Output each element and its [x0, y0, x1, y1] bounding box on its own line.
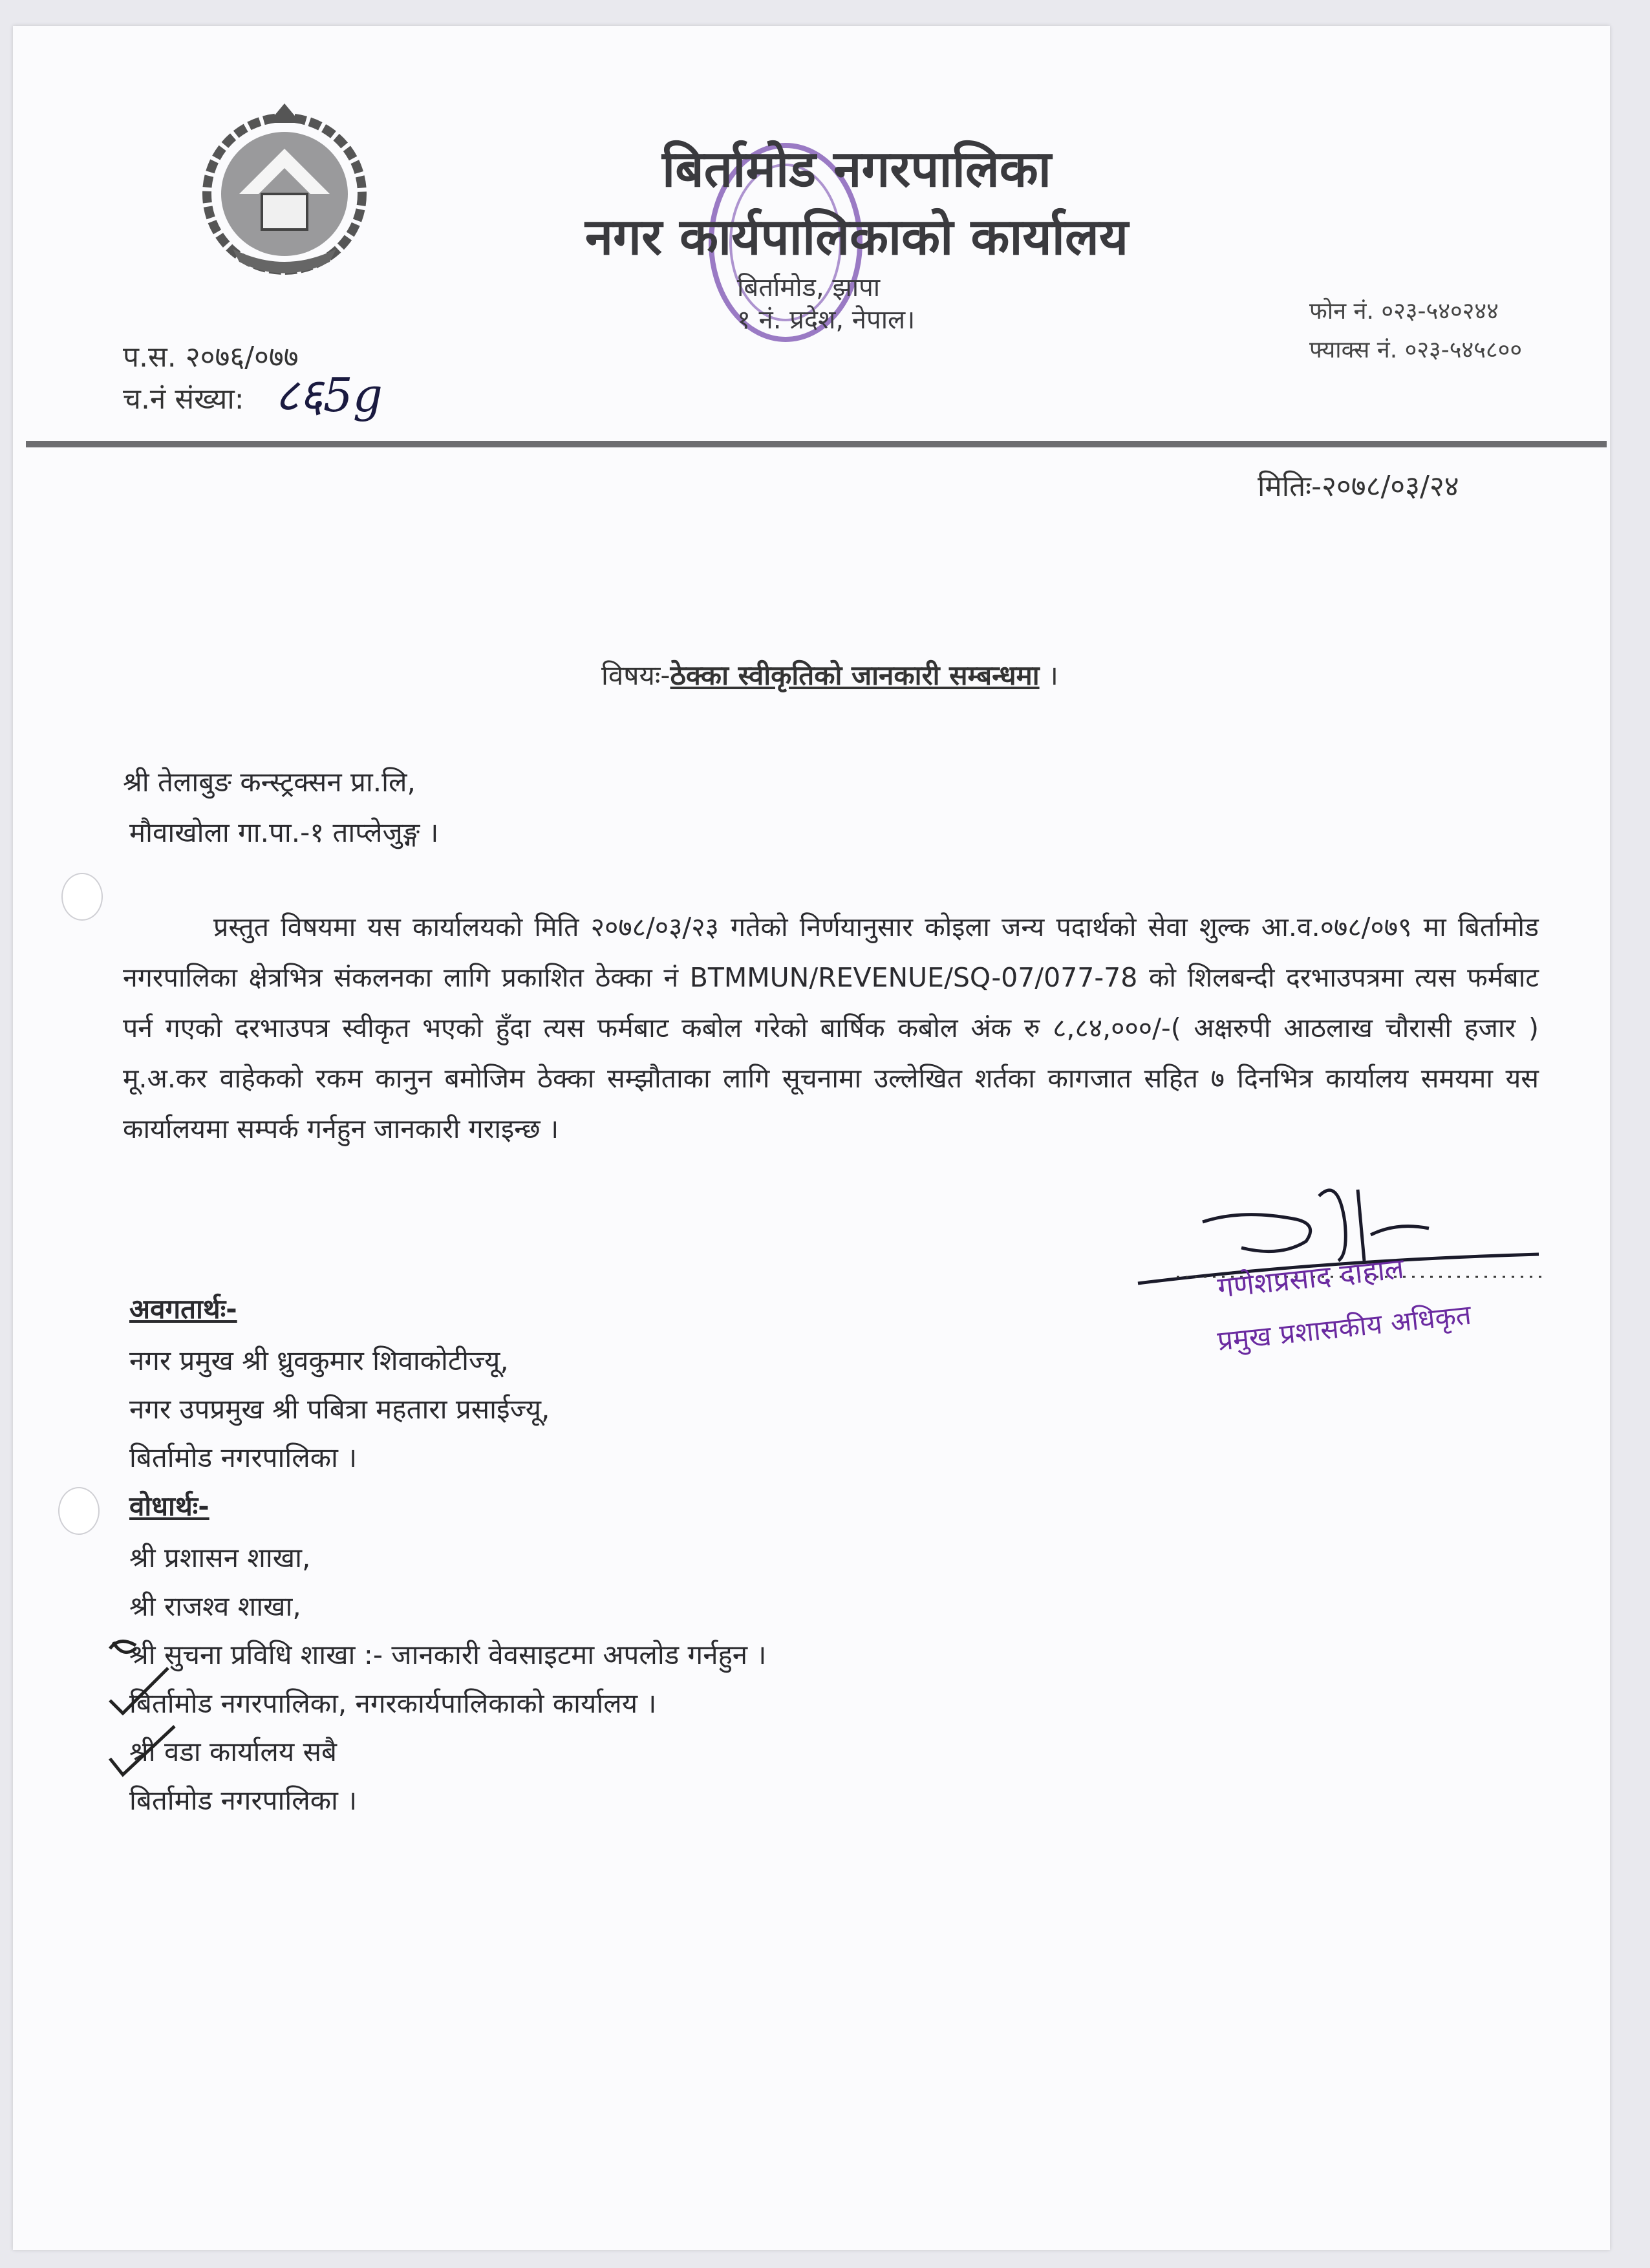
subject-label: विषयः-	[601, 659, 670, 691]
letter-body: प्रस्तुत विषयमा यस कार्यालयको मिति २०७८/०३/२३ गतेको निर्णयानुसार कोइला जन्य पदार्थको सेवा शुल्क आ.व.०७८/०७९ मा बिर्तामोड नगरपालिका क्षेत्रभित्र संकलनका लागि प्रकाशित ठेक्का नं BTMMUN/REVENUE/SQ-07/077-78 को शिलबन्दी दरभाउपत्रमा त्यस फर्मबाट पर्न गएको दरभाउपत्र स्वीकृत भएको हुँदा त्यस फर्मबाट कबोल गरेको बार्षिक कबोल अंक रु ८,८४,०००/-( अक्षरुपी आठलाख चौरासी हजार ) मू.अ.कर वाहेकको रकम कानुन बमोजिम ठेक्का सम्झौताका लागि सूचनामा उल्लेखित शर्तका कागजात सहित ७ दिनभित्र कार्यालय समयमा यस कार्यालयमा सम्पर्क गर्नहुन जानकारी गराइन्छ ।	[123, 912, 1539, 1144]
header-divider	[26, 441, 1607, 447]
letter-date: मितिः-२०७८/०३/२४	[1258, 470, 1459, 503]
nepal-emblem-icon	[194, 97, 375, 284]
cc-info-line: बिर्तामोड नगरपालिका ।	[129, 1442, 358, 1473]
address-line-1: बिर्तामोड, झापा	[737, 273, 881, 303]
cc-info-line: नगर प्रमुख श्री ध्रुवकुमार शिवाकोटीज्यू,	[129, 1345, 509, 1376]
cc-action-line: श्री वडा कार्यालय सबै	[129, 1736, 337, 1768]
dispatch-number-label: च.नं संख्या:	[123, 383, 244, 416]
recipient-name: श्री तेलाबुङ कन्स्ट्रक्सन प्रा.लि,	[123, 766, 416, 798]
dispatch-number: ८६5g	[275, 368, 383, 422]
recipient-address: मौवाखोला गा.पा.-१ ताप्लेजुङ्ग ।	[129, 817, 439, 848]
subject-line	[601, 656, 1058, 693]
fax-number: फ्याक्स नं. ०२३-५४५८००	[1309, 337, 1523, 363]
subject-end: ।	[1047, 659, 1058, 691]
office-subtitle: नगर कार्यपालिकाको कार्यालय	[584, 208, 1129, 266]
cc-action-line: श्री राजश्व शाखा,	[129, 1590, 301, 1622]
subject-text: ठेक्का स्वीकृतिको जानकारी सम्बन्धमा	[670, 659, 1040, 691]
cc-action-line: बिर्तामोड नगरपालिका, नगरकार्यपालिकाको कार्यालय ।	[129, 1687, 657, 1719]
handwritten-tick-marks	[97, 1623, 226, 1791]
signatory-title: प्रमुख प्रशासकीय अधिकृत	[1216, 1298, 1473, 1357]
cc-info-line: नगर उपप्रमुख श्री पबित्रा महतारा प्रसाईज्यू,	[129, 1393, 550, 1425]
signatory-name: गणेशप्रसाद दाहाल	[1216, 1252, 1406, 1305]
cc-action-line: श्री प्रशासन शाखा,	[129, 1542, 311, 1574]
cc-info-heading: अवगतार्थः-	[129, 1293, 237, 1325]
cc-action-line: बिर्तामोड नगरपालिका ।	[129, 1784, 358, 1816]
office-name: बिर्तामोड नगरपालिका	[662, 140, 1051, 198]
punch-hole	[61, 873, 103, 921]
phone-number: फोन नं. ०२३-५४०२४४	[1309, 298, 1499, 325]
cc-action-heading: वोधार्थः-	[129, 1490, 209, 1522]
address-line-2: १ नं. प्रदेश, नेपाल।	[737, 305, 916, 335]
fiscal-year: प.स. २०७६/०७७	[123, 341, 299, 374]
punch-hole	[58, 1487, 100, 1535]
cc-action-line: श्री सुचना प्रविधि शाखा :- जानकारी वेवसाइटमा अपलोड गर्नहुन ।	[129, 1639, 767, 1671]
